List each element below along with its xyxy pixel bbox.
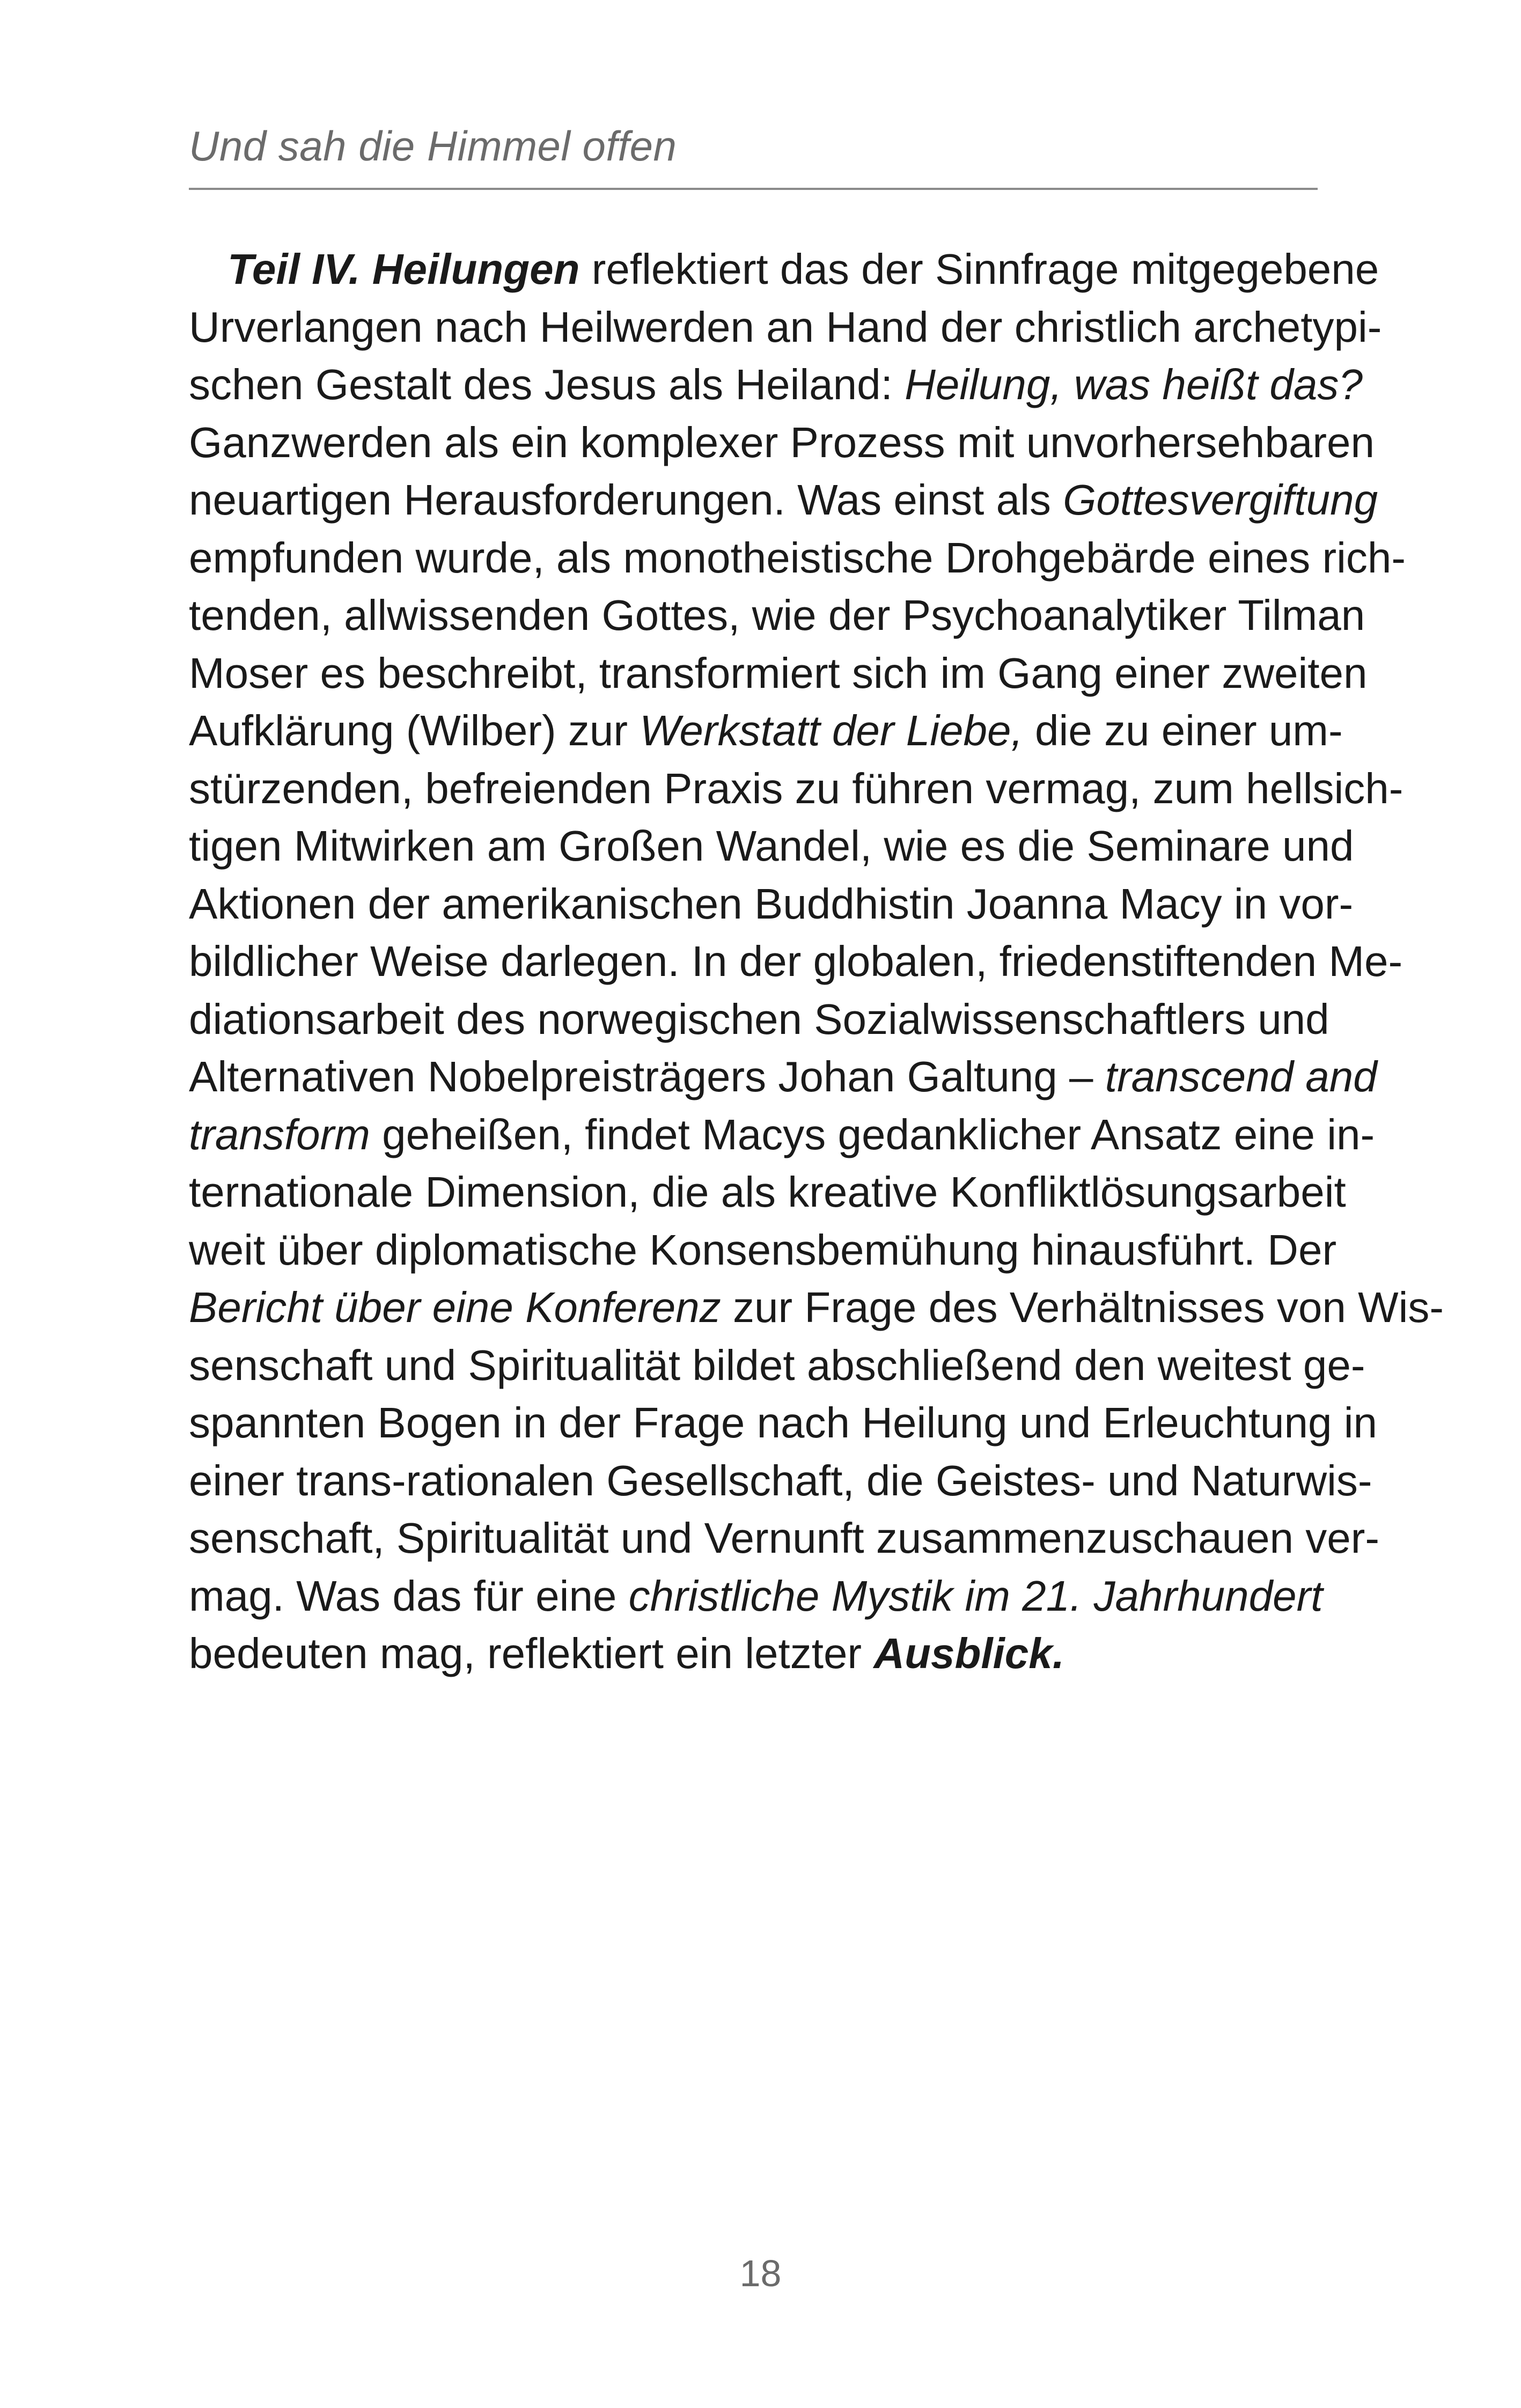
text-word: mag. <box>189 1572 284 1620</box>
text-word: komplexer <box>580 418 778 466</box>
text-word: Heilung <box>862 1399 1008 1447</box>
text-word: amerikanischen <box>442 879 743 928</box>
text-word: tigen <box>189 822 282 870</box>
text-word: Macy <box>1119 879 1222 928</box>
text-word: transform <box>189 1110 370 1158</box>
text-word: Nobelpreisträgers <box>427 1053 767 1100</box>
text-word: Seminare <box>1086 822 1270 870</box>
text-word: einer <box>189 1456 284 1504</box>
text-word: in <box>1343 1399 1377 1447</box>
text-word: für <box>473 1572 524 1620</box>
text-line <box>189 1509 1380 1567</box>
text-word: im <box>965 1572 1010 1620</box>
text-word: ver- <box>1305 1514 1380 1562</box>
text-word: Galtung <box>907 1053 1057 1100</box>
text-word: es <box>960 822 1006 870</box>
text-word: die <box>1017 822 1075 870</box>
text-word: globalen, <box>813 937 988 985</box>
text-word: Joanna <box>966 879 1108 928</box>
text-line <box>189 760 1404 818</box>
text-word: Buddhistin <box>754 879 955 928</box>
text-word: Wandel, <box>716 822 872 870</box>
text-word: reflektiert <box>487 1629 664 1677</box>
text-word: Hand <box>826 303 929 351</box>
text-word: Gottes, <box>601 591 740 639</box>
text-word: Ansatz <box>1090 1110 1222 1158</box>
text-word: trans-rationalen <box>296 1456 594 1504</box>
text-word: Was <box>296 1572 381 1620</box>
text-word: Tilman <box>1238 591 1365 639</box>
text-word: bildlicher <box>189 937 358 985</box>
text-word: hellsich- <box>1246 764 1404 812</box>
text-word: Gestalt <box>315 361 452 408</box>
text-word: christlich <box>1014 303 1181 351</box>
text-word: zur <box>568 707 628 754</box>
text-line <box>189 817 1354 875</box>
text-word: reflektiert <box>591 245 768 293</box>
text-word: einst <box>893 476 984 524</box>
text-word: Geistes- <box>935 1456 1096 1504</box>
text-word: Sozialwissenschaftlers <box>814 995 1246 1043</box>
text-word: Heilwerden <box>539 303 754 351</box>
text-word: der <box>940 303 1003 351</box>
text-word: Heilung, <box>905 361 1062 408</box>
text-word: Werkstatt <box>640 707 820 754</box>
text-word: Mystik <box>831 1572 953 1620</box>
text-line <box>189 875 1354 933</box>
text-line <box>189 414 1375 472</box>
text-line <box>189 356 1363 414</box>
text-word: findet <box>585 1110 690 1158</box>
text-word: eine <box>432 1283 513 1331</box>
text-word: Dimension, <box>425 1168 640 1216</box>
text-word: Bericht <box>189 1283 322 1331</box>
text-word: transcend <box>1105 1053 1294 1100</box>
header-rule <box>189 188 1318 190</box>
text-word: eine <box>1233 1110 1315 1158</box>
text-word: Herausforderungen. <box>403 476 785 524</box>
text-word: Jahrhundert <box>1093 1572 1323 1620</box>
text-word: befreienden <box>425 764 652 812</box>
text-word: Heiland: <box>735 361 893 408</box>
text-word: zu <box>795 764 841 812</box>
text-word: die <box>866 1456 924 1504</box>
text-word: von <box>1276 1283 1346 1331</box>
text-word: und <box>384 1341 457 1389</box>
text-word: diplomatische <box>374 1225 637 1274</box>
text-word: Der <box>1267 1225 1337 1274</box>
text-line <box>189 1048 1377 1106</box>
text-word: in- <box>1327 1110 1375 1158</box>
text-word: empfunden <box>189 533 404 582</box>
text-word: Spiritualität <box>468 1341 681 1389</box>
text-word: Urverlangen <box>189 303 423 351</box>
text-word: Gottesvergiftung <box>1063 476 1378 524</box>
text-word: Konfliktlösungsarbeit <box>950 1168 1346 1216</box>
text-word: mit <box>957 418 1015 466</box>
text-word: eine <box>535 1572 617 1620</box>
text-word: Weise <box>370 937 489 985</box>
text-word: als <box>556 533 612 582</box>
text-word: Großen <box>559 822 704 870</box>
text-word: vermag, <box>986 764 1141 812</box>
text-word: Moser <box>189 649 308 697</box>
text-word: zum <box>1152 764 1234 812</box>
text-line <box>189 1394 1377 1452</box>
text-word: mag, <box>379 1629 475 1677</box>
text-word: rich- <box>1322 533 1406 582</box>
text-word: Johan <box>778 1053 895 1100</box>
text-word: tenden, <box>189 591 332 639</box>
text-word: norwegischen <box>537 995 802 1043</box>
text-word: Frage <box>804 1283 917 1331</box>
text-word: christliche <box>628 1572 820 1620</box>
text-line <box>189 529 1406 587</box>
text-word: Erleuchtung <box>1103 1399 1332 1447</box>
text-word: weitest <box>1157 1341 1291 1389</box>
text-word: der <box>828 591 891 639</box>
text-word: Mitwirken <box>293 822 475 870</box>
body-paragraph <box>189 240 1444 1683</box>
text-word: hinausführt. <box>1031 1225 1255 1274</box>
text-word: monotheistische <box>623 533 934 582</box>
text-word: weit <box>189 1225 266 1274</box>
text-word: geheißen, <box>382 1110 573 1158</box>
text-word: In <box>691 937 728 985</box>
text-word: Praxis <box>664 764 783 812</box>
text-word: und <box>620 1514 693 1562</box>
text-word: Jesus <box>544 361 657 408</box>
text-line <box>189 471 1378 529</box>
text-line <box>189 240 1379 298</box>
text-word: Was <box>797 476 882 524</box>
text-word: Wis- <box>1358 1283 1444 1331</box>
text-word: über <box>334 1283 421 1331</box>
text-word: darlegen. <box>501 937 680 985</box>
text-word: Teil <box>227 245 300 293</box>
text-word: einer <box>1161 707 1257 754</box>
text-word: ein <box>511 418 569 466</box>
text-word: Gesellschaft, <box>606 1456 855 1504</box>
text-word: Aufklärung <box>189 707 394 754</box>
text-word: bedeuten <box>189 1629 368 1677</box>
text-word: Drohgebärde <box>945 533 1196 582</box>
text-word: beschreibt, <box>377 649 587 697</box>
text-word: Verhältnisses <box>1009 1283 1265 1331</box>
text-word: des <box>463 361 533 408</box>
text-word: Macys <box>702 1110 826 1158</box>
text-word: IV. <box>312 245 361 293</box>
text-word: es <box>320 649 365 697</box>
text-word: Heilungen <box>372 245 580 293</box>
text-word: Sinnfrage <box>935 245 1119 293</box>
text-line <box>189 298 1382 356</box>
text-word: zusammenzuschauen <box>876 1514 1294 1562</box>
text-word: allwissenden <box>344 591 590 639</box>
text-word: das <box>392 1572 462 1620</box>
text-line <box>189 1279 1444 1337</box>
text-word: – <box>1069 1053 1093 1100</box>
text-word: als <box>444 418 499 466</box>
text-word: und <box>1258 995 1329 1043</box>
text-word: bildet <box>692 1341 795 1389</box>
text-word: der <box>368 879 430 928</box>
text-line <box>189 644 1368 702</box>
text-word: wurde, <box>415 533 545 582</box>
text-word: Gang <box>997 649 1103 697</box>
text-line <box>189 990 1329 1048</box>
text-word: am <box>487 822 547 870</box>
text-word: ge- <box>1303 1341 1365 1389</box>
text-word: Ausblick. <box>873 1629 1064 1677</box>
text-word: der <box>739 937 802 985</box>
text-word: als <box>668 361 724 408</box>
text-word: Prozess <box>790 418 945 466</box>
text-word: schen <box>189 361 304 408</box>
text-word: zur <box>732 1283 793 1331</box>
text-word: transformiert <box>599 649 840 697</box>
text-word: und <box>1107 1456 1179 1504</box>
text-line <box>189 933 1403 990</box>
text-word: Bogen <box>377 1399 502 1447</box>
text-word: heißt <box>1162 361 1258 408</box>
text-word: zu <box>1104 707 1150 754</box>
text-word: eines <box>1207 533 1311 582</box>
text-word: Frage <box>633 1399 745 1447</box>
text-word: 21. <box>1022 1572 1082 1620</box>
text-word: (Wilber) <box>406 707 556 754</box>
text-word: Alternativen <box>189 1053 416 1100</box>
text-word: die <box>651 1168 709 1216</box>
text-word: friedenstiftenden <box>999 937 1317 985</box>
text-word: Aktionen <box>189 879 356 928</box>
text-word: kreative <box>788 1168 938 1216</box>
text-word: das <box>780 245 849 293</box>
text-word: stürzenden, <box>189 764 414 812</box>
text-word: letzter <box>745 1629 862 1677</box>
text-word: Liebe, <box>906 707 1023 754</box>
text-word: in <box>513 1399 547 1447</box>
text-word: Naturwis- <box>1191 1456 1372 1504</box>
text-word: in <box>1233 879 1268 928</box>
text-word: neuartigen <box>189 476 392 524</box>
text-line <box>189 1337 1365 1394</box>
text-word: um- <box>1268 707 1343 754</box>
running-header: Und sah die Himmel offen <box>189 122 677 170</box>
text-word: nach <box>756 1399 850 1447</box>
text-word: der <box>559 1399 621 1447</box>
text-word: führen <box>852 764 974 812</box>
text-word: nach <box>435 303 528 351</box>
text-word: ein <box>675 1629 733 1677</box>
text-word: vor- <box>1279 879 1354 928</box>
text-word: diationsarbeit <box>189 995 444 1043</box>
text-line <box>189 1221 1337 1279</box>
text-word: zweiten <box>1222 649 1368 697</box>
text-word: das? <box>1269 361 1363 408</box>
text-line <box>189 702 1343 760</box>
text-word: der <box>861 245 923 293</box>
text-word: Konferenz <box>525 1283 721 1331</box>
text-word: über <box>277 1225 363 1274</box>
text-word: den <box>1074 1341 1146 1389</box>
text-line <box>189 586 1365 644</box>
text-word: unvorhersehbaren <box>1026 418 1375 466</box>
text-word: Vernunft <box>704 1514 864 1562</box>
text-word: als <box>721 1168 776 1216</box>
text-word: archetypi- <box>1193 303 1382 351</box>
text-word: spannten <box>189 1399 366 1447</box>
text-line <box>189 1163 1346 1221</box>
text-word: Konsensbemühung <box>649 1225 1019 1274</box>
text-word: gedanklicher <box>837 1110 1082 1158</box>
text-word: der <box>832 707 894 754</box>
text-word: and <box>1305 1053 1377 1100</box>
text-word: Spiritualität <box>396 1514 609 1562</box>
text-word: und <box>1019 1399 1091 1447</box>
text-word: wie <box>884 822 949 870</box>
text-word: wie <box>752 591 817 639</box>
text-word: senschaft <box>189 1341 373 1389</box>
text-word: die <box>1034 707 1092 754</box>
text-line <box>189 1625 1318 1683</box>
text-word: einer <box>1114 649 1210 697</box>
text-line <box>189 1567 1323 1625</box>
text-line <box>189 1106 1375 1164</box>
text-word: des <box>456 995 526 1043</box>
text-word: Psychoanalytiker <box>902 591 1227 639</box>
text-word: Ganzwerden <box>189 418 432 466</box>
text-word: an <box>766 303 814 351</box>
text-word: ternationale <box>189 1168 414 1216</box>
text-word: senschaft, <box>189 1514 385 1562</box>
text-word: und <box>1282 822 1354 870</box>
text-word: sich <box>852 649 929 697</box>
text-word: Me- <box>1328 937 1403 985</box>
text-word: im <box>940 649 986 697</box>
text-word: als <box>996 476 1051 524</box>
text-line <box>189 1452 1372 1510</box>
text-word: des <box>928 1283 998 1331</box>
text-word: mitgegebene <box>1130 245 1379 293</box>
text-word: was <box>1074 361 1151 408</box>
text-word: abschließend <box>806 1341 1062 1389</box>
page-number: 18 <box>739 2252 782 2294</box>
